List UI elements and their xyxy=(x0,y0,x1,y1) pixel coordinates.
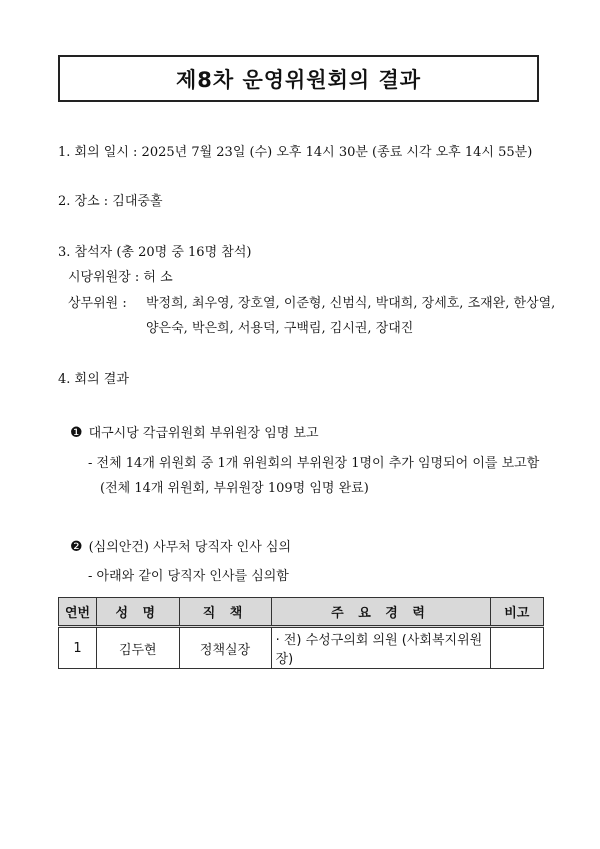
agenda-1-detail-2: (전체 14개 위원회, 부위원장 109명 임명 완료) xyxy=(100,481,369,496)
results-heading: 4. 회의 결과 xyxy=(58,372,129,387)
members-line-1: 박정희, 최우영, 장호열, 이준형, 신범식, 박대희, 장세호, 조재완, 한상열, xyxy=(146,296,556,311)
header-name: 성 명 xyxy=(97,598,179,627)
title-box xyxy=(58,55,539,102)
header-position: 직 책 xyxy=(179,598,271,627)
agenda-2-number: ❷ xyxy=(70,539,83,555)
header-number: 연번 xyxy=(59,598,97,627)
cell-position: 정책실장 xyxy=(179,627,271,669)
agenda-2-title: (심의안건) 사무처 당직자 인사 심의 xyxy=(88,540,292,555)
cell-name: 김두현 xyxy=(97,627,179,669)
meeting-place: 2. 장소 : 김대중홀 xyxy=(58,194,163,209)
table-row xyxy=(59,627,544,669)
cell-number: 1 xyxy=(59,627,97,669)
agenda-item-1 xyxy=(70,425,319,442)
cell-career: · 전) 수성구의회 의원 (사회복지위원장) xyxy=(271,627,490,669)
attendees-heading: 3. 참석자 (총 20명 중 16명 참석) xyxy=(58,245,252,260)
header-career: 주 요 경 력 xyxy=(271,598,490,627)
agenda-1-title: 대구시당 각급위원회 부위원장 임명 보고 xyxy=(88,426,319,441)
agenda-item-2 xyxy=(70,539,291,556)
cell-remarks xyxy=(490,627,543,669)
header-remarks: 비고 xyxy=(490,598,543,627)
agenda-1-number: ❶ xyxy=(70,425,83,441)
meeting-date: 1. 회의 일시 : 2025년 7월 23일 (수) 오후 14시 30분 (종료 시각 오후 14시 55분) xyxy=(58,145,533,160)
personnel-table xyxy=(58,597,544,669)
agenda-2-detail-1: - 아래와 같이 당직자 인사를 심의함 xyxy=(88,569,289,584)
members-line-2: 양은숙, 박은희, 서용덕, 구백림, 김시권, 장대진 xyxy=(146,321,414,336)
agenda-1-detail-1: - 전체 14개 위원회 중 1개 위원회의 부위원장 1명이 추가 임명되어 이를 보고함 xyxy=(88,456,540,471)
table-header-row xyxy=(59,598,544,627)
chair-line: 시당위원장 : 허 소 xyxy=(68,270,173,285)
document-title: 제8차 운영위원회의 결과 xyxy=(175,67,422,92)
members-label: 상무위원 : xyxy=(68,296,127,311)
